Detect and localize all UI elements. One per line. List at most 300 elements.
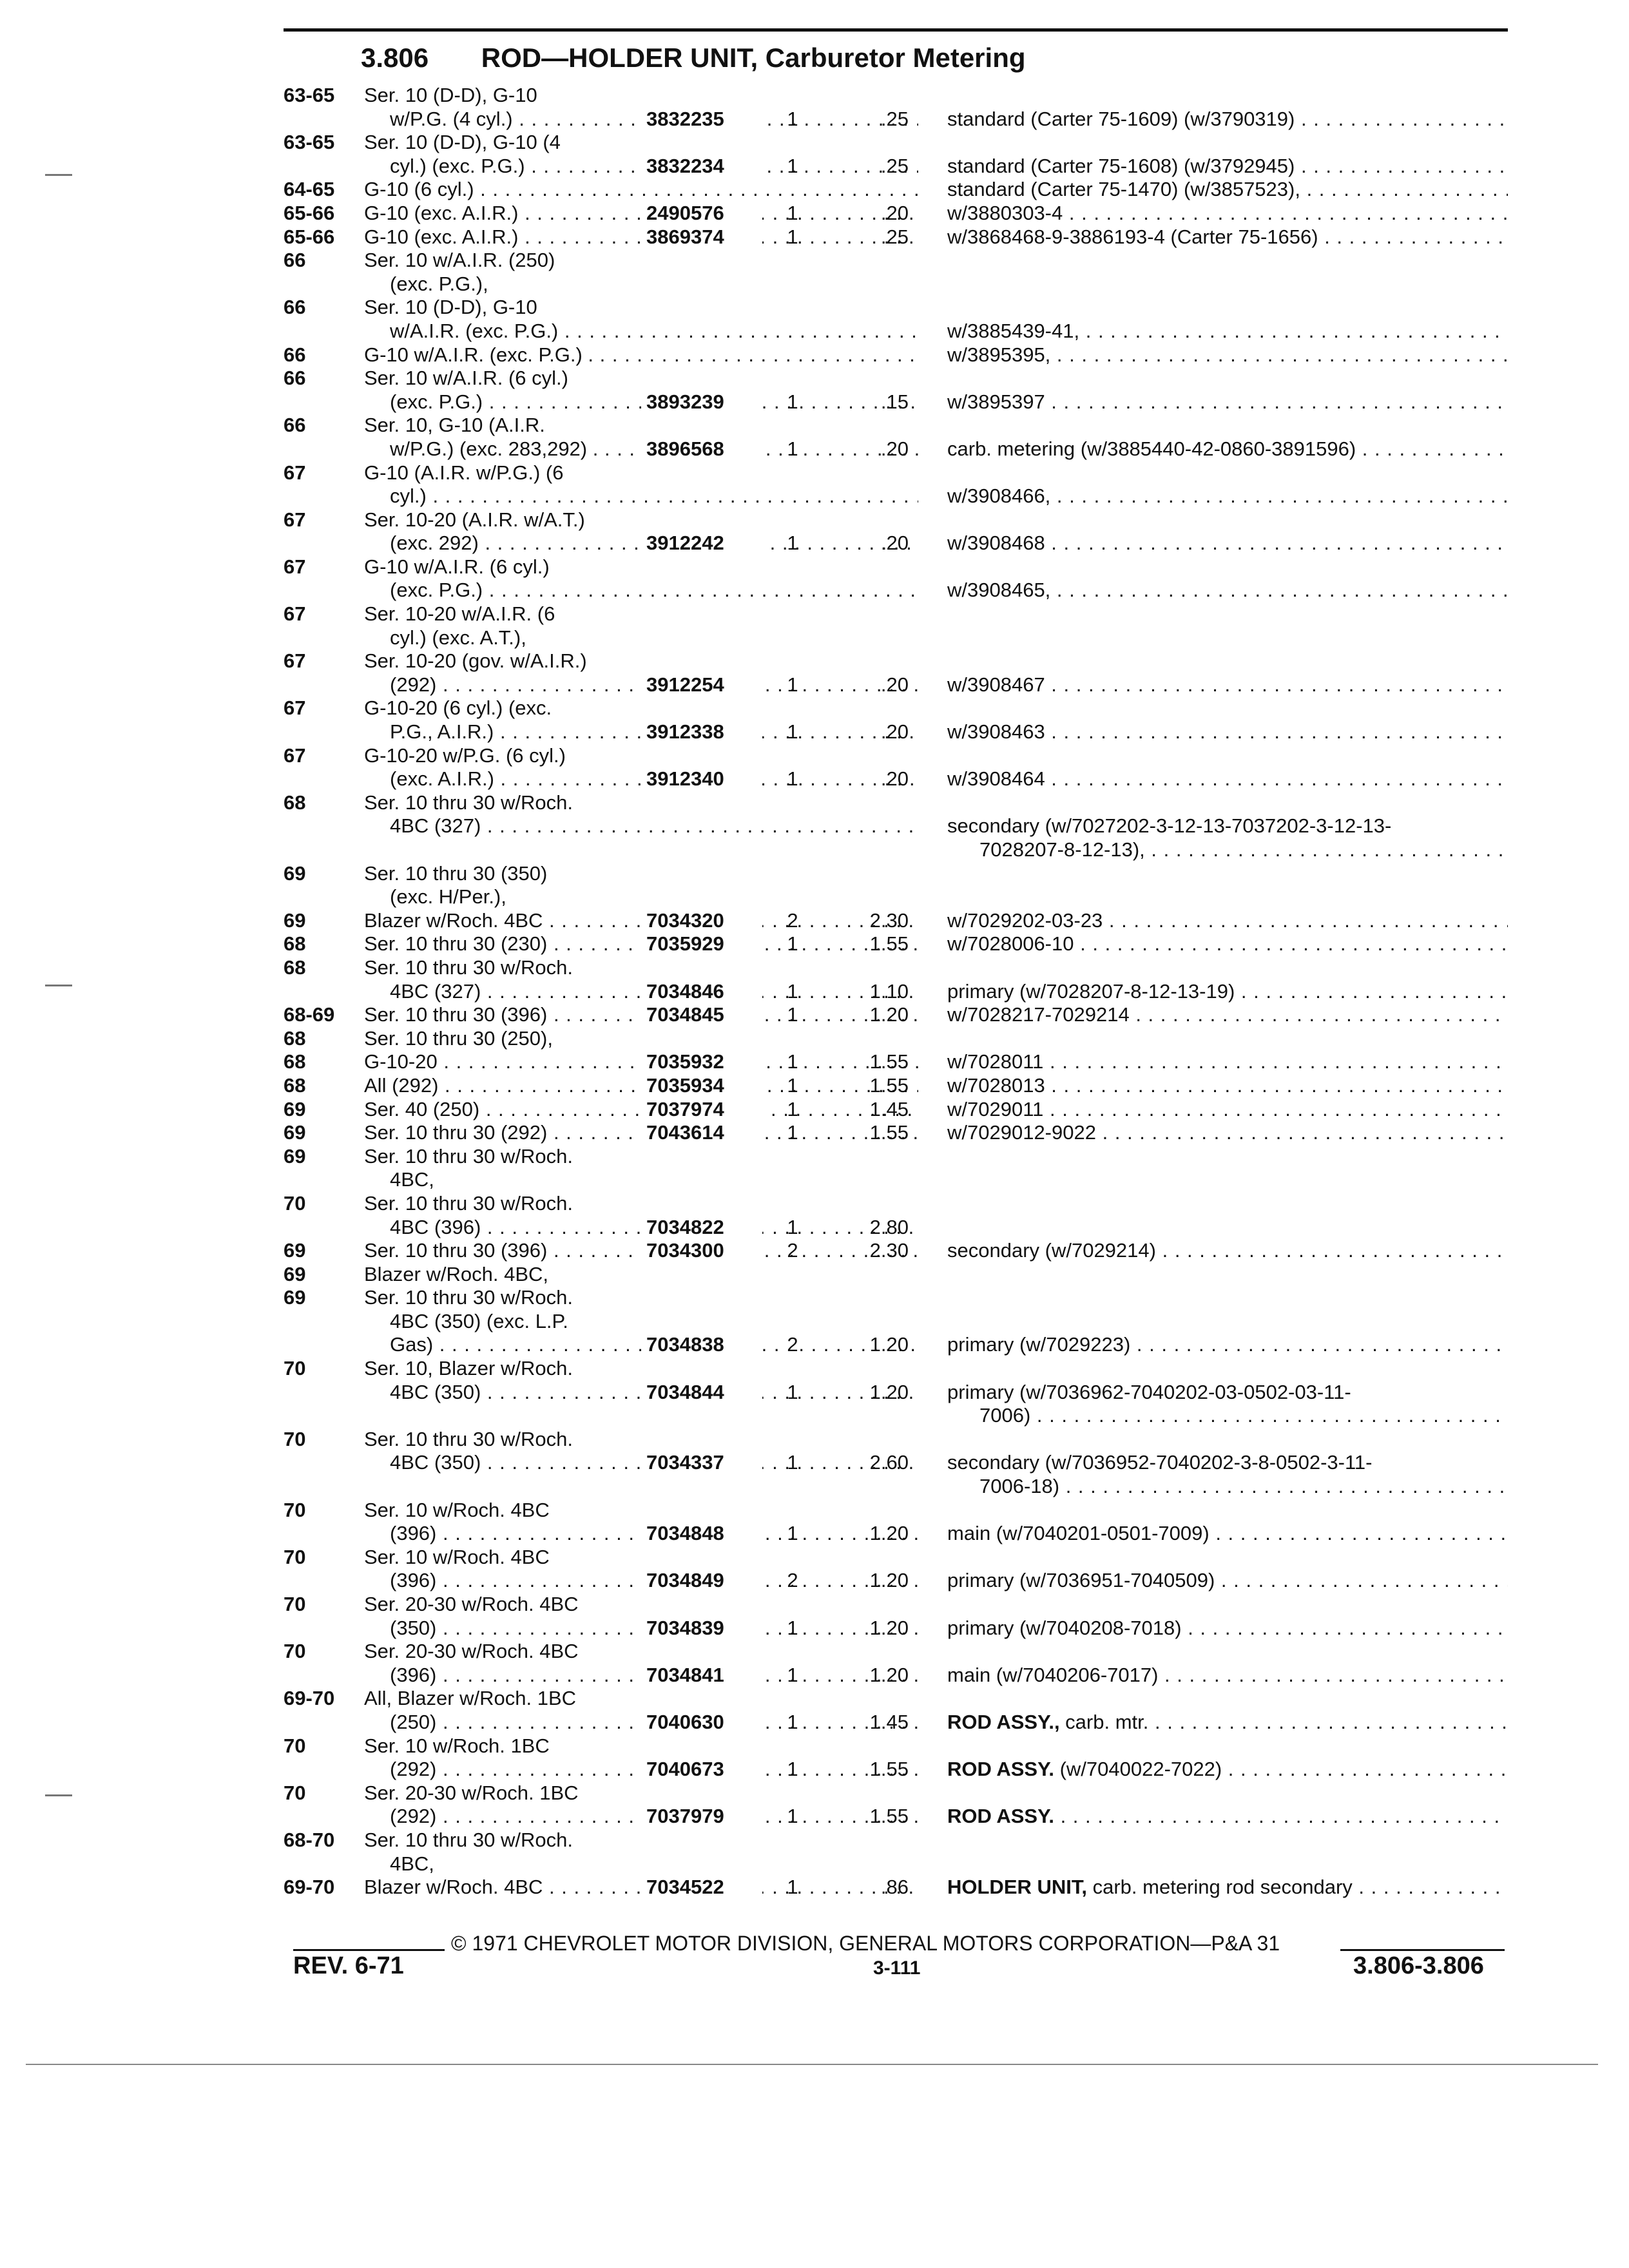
- part-number: 7035932: [641, 1050, 762, 1074]
- table-row: [284, 814, 1508, 838]
- part-number: 3912254: [641, 673, 762, 697]
- remark: [947, 1569, 1508, 1593]
- price: 1.55: [869, 1758, 909, 1781]
- application-description: Ser. 10 thru 30 w/Roch.: [364, 1191, 573, 1215]
- table-row: [284, 108, 1508, 131]
- table-row: [284, 249, 1508, 273]
- table-row: [284, 1192, 1508, 1216]
- table-row: [284, 1286, 1508, 1310]
- application-description: Blazer w/Roch. 4BC,: [364, 1262, 548, 1285]
- margin-mark: [45, 174, 72, 176]
- remark: [979, 1475, 1508, 1499]
- price: .86: [880, 1876, 909, 1899]
- price: 1.55: [869, 1050, 909, 1073]
- quantity: 1: [787, 1451, 798, 1474]
- table-row: [284, 932, 1508, 956]
- quantity: 1: [787, 1097, 798, 1120]
- remark-text: w/3868468-9-3886193-4 (Carter 75-1656): [947, 225, 1318, 248]
- part-number: 7034845: [641, 1003, 762, 1027]
- application-description: Blazer w/Roch. 4BC . . .: [364, 909, 918, 933]
- quantity: 1: [787, 673, 798, 696]
- quantity: 1: [787, 1050, 798, 1073]
- remark-text: carb. metering rod secondary: [1087, 1876, 1353, 1899]
- remark-text: w/7028217-7029214: [947, 1003, 1130, 1026]
- remark: [947, 932, 1508, 956]
- part-number: 7034844: [641, 1381, 762, 1405]
- remark: [947, 1074, 1508, 1098]
- application-description: G-10 w/A.I.R. (exc. P.G.) . . . .: [364, 343, 918, 367]
- application-description: 4BC (350) . . .: [390, 1381, 918, 1405]
- part-number: 2490576: [641, 202, 762, 226]
- remark-text: w/3895395,: [947, 343, 1051, 366]
- part-number: 7034320: [641, 909, 762, 933]
- application-description: Ser. 10-20 w/A.I.R. (6: [364, 602, 555, 626]
- application-description: Ser. 10 thru 30 (250),: [364, 1026, 553, 1050]
- remark-heading: ROD ASSY.,: [947, 1710, 1060, 1733]
- application-description: G-10-20 . . .: [364, 1050, 918, 1074]
- price: .25: [880, 225, 909, 248]
- quantity: 1: [787, 225, 798, 248]
- section-title: [361, 43, 1026, 73]
- remark: [947, 1050, 1508, 1074]
- part-number: 3869374: [641, 226, 762, 249]
- table-row: [284, 1687, 1508, 1711]
- quantity: 1: [787, 979, 798, 1003]
- year-range: 69: [284, 1262, 306, 1285]
- top-rule: [284, 28, 1508, 32]
- quantity: 1: [787, 201, 798, 224]
- part-number: 3912338: [641, 720, 762, 744]
- year-range: 63-65: [284, 131, 335, 154]
- table-row: [284, 1098, 1508, 1122]
- application-description: Ser. 20-30 w/Roch. 4BC: [364, 1593, 579, 1615]
- page-number: 3-111: [873, 1957, 921, 1979]
- table-row: [284, 1074, 1508, 1098]
- year-range: 68: [284, 1050, 306, 1073]
- remark-text: w/3908468: [947, 532, 1045, 555]
- remark-text: w/3908467: [947, 673, 1045, 696]
- bottom-rule: [26, 2064, 1598, 2065]
- year-range: 70: [284, 1640, 306, 1663]
- table-row: [284, 838, 1508, 862]
- price: 1.10: [869, 979, 909, 1003]
- application-description: (396) . . .: [390, 1664, 918, 1687]
- year-range: 65-66: [284, 225, 335, 248]
- table-row: [284, 649, 1508, 673]
- application-description: cyl.) (exc. A.T.),: [390, 626, 526, 649]
- remark: [947, 155, 1508, 178]
- price: .15: [880, 390, 909, 413]
- year-range: 69-70: [284, 1876, 335, 1899]
- year-range: 69-70: [284, 1687, 335, 1710]
- application-description: Ser. 10 thru 30 (350): [364, 861, 548, 885]
- remark: [947, 1333, 1508, 1357]
- application-description: Ser. 20-30 w/Roch. 4BC: [364, 1640, 579, 1663]
- table-row: [284, 885, 1508, 909]
- table-row: [284, 1617, 1508, 1640]
- quantity: 1: [787, 1121, 798, 1144]
- price: 1.55: [869, 1121, 909, 1144]
- part-number: 7040673: [641, 1758, 762, 1782]
- application-description: w/P.G.) (exc. 283,292) . . . .: [390, 437, 918, 461]
- year-range: 69: [284, 1121, 306, 1144]
- remark: [947, 437, 1508, 461]
- price: .20: [880, 673, 909, 696]
- table-row: [284, 1027, 1508, 1051]
- table-row: [284, 1758, 1508, 1782]
- remark: [947, 178, 1508, 202]
- table-row: [284, 1475, 1508, 1499]
- table-row: [284, 791, 1508, 815]
- part-number: 7034822: [641, 1216, 762, 1240]
- table-row: [284, 226, 1508, 249]
- table-row: [284, 367, 1508, 390]
- margin-mark: [45, 1794, 72, 1796]
- remark: [947, 202, 1508, 226]
- application-description: (exc. A.I.R.) . . .: [390, 767, 918, 791]
- table-row: [284, 1593, 1508, 1617]
- table-row: [284, 1735, 1508, 1758]
- remark-text: main (w/7040206-7017): [947, 1663, 1159, 1686]
- table-row: [284, 1569, 1508, 1593]
- remark: [947, 1098, 1508, 1122]
- application-description: (292) . . .: [390, 673, 918, 697]
- part-number: 3832234: [641, 155, 762, 178]
- remark-text: w/3895397: [947, 390, 1045, 413]
- remark: [947, 980, 1508, 1004]
- year-range: 69: [284, 908, 306, 932]
- table-row: [284, 1852, 1508, 1876]
- remark: [947, 1711, 1508, 1735]
- table-row: [284, 461, 1508, 485]
- year-range: 67: [284, 649, 306, 673]
- part-number: 7035934: [641, 1074, 762, 1098]
- application-description: cyl.) . . .: [390, 485, 918, 508]
- remark: [947, 579, 1508, 602]
- quantity: 1: [787, 720, 798, 744]
- application-description: Ser. 10-20 (gov. w/A.I.R.): [364, 649, 587, 673]
- table-row: [284, 485, 1508, 508]
- year-range: 64-65: [284, 178, 335, 201]
- table-row: [284, 202, 1508, 226]
- part-number: 3893239: [641, 390, 762, 414]
- year-range: 65-66: [284, 201, 335, 224]
- remark: [947, 1805, 1508, 1829]
- year-range: 69: [284, 1144, 306, 1168]
- price: 2.30: [869, 1239, 909, 1262]
- table-row: [284, 1546, 1508, 1570]
- remark-text: w/7028013: [947, 1073, 1045, 1097]
- table-row: [284, 343, 1508, 367]
- quantity: 1: [787, 932, 798, 956]
- remark-text: primary (w/7028207-8-12-13-19): [947, 979, 1235, 1003]
- part-number: 7034522: [641, 1876, 762, 1899]
- application-description: 4BC (327) . . .: [390, 814, 918, 838]
- table-row: [284, 980, 1508, 1004]
- application-description: Ser. 10 thru 30 (396) . . .: [364, 1239, 918, 1263]
- remark: [947, 320, 1508, 343]
- table-row: [284, 1050, 1508, 1074]
- quantity: 1: [787, 1876, 798, 1899]
- part-number: 7040630: [641, 1711, 762, 1735]
- remark: [947, 1239, 1508, 1263]
- year-range: 66: [284, 414, 306, 437]
- application-description: 4BC (350) . . .: [390, 1451, 918, 1475]
- price: 1.20: [869, 1569, 909, 1592]
- application-description: Ser. 10 thru 30 w/Roch.: [364, 956, 573, 979]
- remark-text: standard (Carter 75-1470) (w/3857523),: [947, 178, 1300, 201]
- table-row: [284, 1664, 1508, 1687]
- table-row: [284, 1876, 1508, 1899]
- remark: [947, 814, 1508, 838]
- application-description: (exc. P.G.),: [390, 272, 488, 295]
- table-row: [284, 320, 1508, 343]
- year-range: 68: [284, 956, 306, 979]
- application-description: 4BC (327) . . .: [390, 980, 918, 1004]
- remark-text: secondary (w/7029214): [947, 1239, 1156, 1262]
- price: 1.20: [869, 1333, 909, 1356]
- year-range: 70: [284, 1734, 306, 1757]
- remark-text: w/7028006-10: [947, 932, 1074, 956]
- quantity: 1: [787, 1616, 798, 1639]
- table-row: [284, 508, 1508, 532]
- application-description: G-10 (exc. A.I.R.) . . .: [364, 226, 918, 249]
- quantity: 1: [787, 1805, 798, 1828]
- application-description: (292) . . .: [390, 1758, 918, 1782]
- remark-heading: ROD ASSY.: [947, 1758, 1054, 1781]
- price: 2.30: [869, 908, 909, 932]
- remark-text: w/7029011: [947, 1097, 1044, 1120]
- table-row: [284, 1428, 1508, 1452]
- quantity: 1: [787, 1522, 798, 1545]
- price: .20: [880, 720, 909, 744]
- quantity: 2: [787, 1333, 798, 1356]
- remark-text: w/3908463: [947, 720, 1045, 744]
- application-description: Ser. 10 thru 30 w/Roch.: [364, 1286, 573, 1309]
- table-row: [284, 532, 1508, 555]
- application-description: Ser. 10, Blazer w/Roch.: [364, 1357, 573, 1380]
- price: 2.60: [869, 1451, 909, 1474]
- application-description: w/P.G. (4 cyl.) . . .: [390, 108, 918, 131]
- table-row: [284, 1381, 1508, 1405]
- year-range: 70: [284, 1498, 306, 1521]
- remark-text: w/3885439-41,: [947, 319, 1080, 342]
- application-description: Ser. 10-20 (A.I.R. w/A.T.): [364, 508, 585, 531]
- part-number: 7035929: [641, 932, 762, 956]
- quantity: 1: [787, 154, 798, 177]
- application-description: (396) . . .: [390, 1522, 918, 1546]
- remark: [947, 1121, 1508, 1145]
- year-range: 70: [284, 1357, 306, 1380]
- remark: [947, 1451, 1508, 1475]
- remark-text: standard (Carter 75-1608) (w/3792945): [947, 154, 1295, 177]
- table-row: [284, 178, 1508, 202]
- year-range: 67: [284, 555, 306, 578]
- remark: [947, 1003, 1508, 1027]
- price: 1.20: [869, 1380, 909, 1403]
- application-description: Ser. 10 thru 30 w/Roch.: [364, 791, 573, 814]
- remark-text: 7028207-8-12-13),: [979, 838, 1145, 861]
- part-number: 7034848: [641, 1522, 762, 1546]
- price: .20: [880, 201, 909, 224]
- application-description: Ser. 40 (250) . . .: [364, 1098, 918, 1122]
- part-number: 7034841: [641, 1664, 762, 1687]
- remark-text: 7006-18): [979, 1475, 1060, 1498]
- application-description: Blazer w/Roch. 4BC . . .: [364, 1876, 918, 1899]
- table-row: [284, 909, 1508, 933]
- remark: [947, 343, 1508, 367]
- price: 1.20: [869, 1003, 909, 1026]
- price: .25: [880, 107, 909, 130]
- table-row: [284, 414, 1508, 437]
- price: .25: [880, 154, 909, 177]
- application-description: Ser. 10 w/Roch. 1BC: [364, 1734, 550, 1757]
- year-range: 70: [284, 1593, 306, 1615]
- application-description: G-10 w/A.I.R. (6 cyl.): [364, 555, 550, 578]
- remark-text: 7006): [979, 1404, 1031, 1427]
- part-number: 7034849: [641, 1569, 762, 1593]
- application-description: Ser. 10 w/A.I.R. (6 cyl.): [364, 367, 568, 390]
- table-row: [284, 555, 1508, 579]
- quantity: 1: [787, 1758, 798, 1781]
- part-number: 7034839: [641, 1617, 762, 1640]
- remark-text: primary (w/7040208-7018): [947, 1616, 1182, 1639]
- table-row: [284, 1829, 1508, 1852]
- part-number: 3912242: [641, 532, 762, 555]
- table-row: [284, 1263, 1508, 1287]
- application-description: (396) . . .: [390, 1569, 918, 1593]
- table-row: [284, 956, 1508, 980]
- year-range: 67: [284, 461, 306, 484]
- table-row: [284, 602, 1508, 626]
- remark: [947, 1522, 1508, 1546]
- year-range: 67: [284, 697, 306, 720]
- application-description: Ser. 10 thru 30 (292) . . .: [364, 1121, 918, 1145]
- application-description: All (292) . . .: [364, 1074, 918, 1098]
- remark-text: main (w/7040201-0501-7009): [947, 1522, 1210, 1545]
- year-range: 69: [284, 1239, 306, 1262]
- application-description: G-10 (A.I.R. w/P.G.) (6: [364, 461, 564, 484]
- table-row: [284, 1310, 1508, 1334]
- year-range: 69: [284, 1286, 306, 1309]
- year-range: 67: [284, 508, 306, 531]
- application-description: G-10-20 (6 cyl.) (exc.: [364, 697, 552, 720]
- application-description: 4BC,: [390, 1852, 434, 1875]
- table-row: [284, 273, 1508, 296]
- table-row: [284, 1168, 1508, 1192]
- application-description: Ser. 10 thru 30 (396) . . .: [364, 1003, 918, 1027]
- remark-text: (w/7040022-7022): [1054, 1758, 1222, 1781]
- year-range: 68: [284, 791, 306, 814]
- year-range: 70: [284, 1427, 306, 1450]
- application-description: Ser. 10 thru 30 w/Roch.: [364, 1144, 573, 1168]
- quantity: 2: [787, 1239, 798, 1262]
- remark-text: carb. metering (w/3885440-42-0860-3891596): [947, 437, 1356, 460]
- quantity: 2: [787, 1569, 798, 1592]
- table-row: [284, 1333, 1508, 1357]
- remark-text: w/7029012-9022: [947, 1121, 1096, 1144]
- table-row: [284, 437, 1508, 461]
- remark-text: secondary (w/7027202-3-12-13-7037202-3-12-13-: [947, 814, 1392, 838]
- remark-heading: ROD ASSY.: [947, 1805, 1054, 1828]
- application-description: P.G., A.I.R.) . . .: [390, 720, 918, 744]
- remark: [947, 1381, 1508, 1405]
- application-description: Ser. 10 w/Roch. 4BC: [364, 1498, 550, 1521]
- remark: [947, 1664, 1508, 1687]
- remark-text: w/7028011: [947, 1050, 1044, 1073]
- quantity: 1: [787, 1380, 798, 1403]
- application-description: Gas) . . .: [390, 1333, 918, 1357]
- table-row: [284, 1121, 1508, 1145]
- table-row: [284, 673, 1508, 697]
- remark: [979, 1404, 1508, 1428]
- revision-label: REV. 6-71: [293, 1952, 404, 1979]
- table-row: [284, 296, 1508, 320]
- application-description: 4BC (396) . . .: [390, 1216, 918, 1240]
- price: 1.55: [869, 1805, 909, 1828]
- quantity: 1: [787, 1003, 798, 1026]
- application-description: Ser. 10 w/A.I.R. (250): [364, 249, 555, 272]
- table-row: [284, 1145, 1508, 1169]
- section-range: 3.806-3.806: [1353, 1952, 1484, 1979]
- remark: [947, 767, 1508, 791]
- remark: [947, 390, 1508, 414]
- remark: [947, 720, 1508, 744]
- table-row: [284, 1404, 1508, 1428]
- table-row: [284, 155, 1508, 178]
- price: 1.55: [869, 932, 909, 956]
- table-row: [284, 697, 1508, 720]
- part-number: 7034846: [641, 980, 762, 1004]
- quantity: 1: [787, 107, 798, 130]
- year-range: 69: [284, 1097, 306, 1120]
- application-description: 4BC (350) (exc. L.P.: [390, 1309, 568, 1332]
- application-description: G-10 (6 cyl.) . . .: [364, 178, 918, 202]
- table-row: [284, 1451, 1508, 1475]
- application-description: (250) . . .: [390, 1711, 918, 1735]
- quantity: 1: [787, 532, 798, 555]
- quantity: 1: [787, 1073, 798, 1097]
- quantity: 1: [787, 390, 798, 413]
- quantity: 1: [787, 1710, 798, 1733]
- year-range: 68: [284, 932, 306, 956]
- remark: [947, 226, 1508, 249]
- year-range: 67: [284, 602, 306, 626]
- quantity: 2: [787, 908, 798, 932]
- part-number: 7037974: [641, 1098, 762, 1122]
- parts-list: [284, 84, 1508, 1899]
- part-number: 7043614: [641, 1121, 762, 1145]
- year-range: 69: [284, 861, 306, 885]
- application-description: G-10 (exc. A.I.R.) . . .: [364, 202, 918, 226]
- year-range: 66: [284, 249, 306, 272]
- part-number: 7034300: [641, 1239, 762, 1263]
- year-range: 70: [284, 1781, 306, 1804]
- remark: [947, 909, 1508, 933]
- part-number: 7034838: [641, 1333, 762, 1357]
- price: 1.45: [869, 1097, 909, 1120]
- footer-rule-right: [1340, 1949, 1505, 1951]
- application-description: 4BC,: [390, 1168, 434, 1191]
- table-row: [284, 390, 1508, 414]
- table-row: [284, 626, 1508, 650]
- part-number: 3896568: [641, 437, 762, 461]
- application-description: (exc. P.G.) . . .: [390, 390, 918, 414]
- year-range: 68-70: [284, 1828, 335, 1851]
- margin-mark: [45, 985, 72, 986]
- application-description: Ser. 10 thru 30 w/Roch.: [364, 1427, 573, 1450]
- remark: [947, 1758, 1508, 1782]
